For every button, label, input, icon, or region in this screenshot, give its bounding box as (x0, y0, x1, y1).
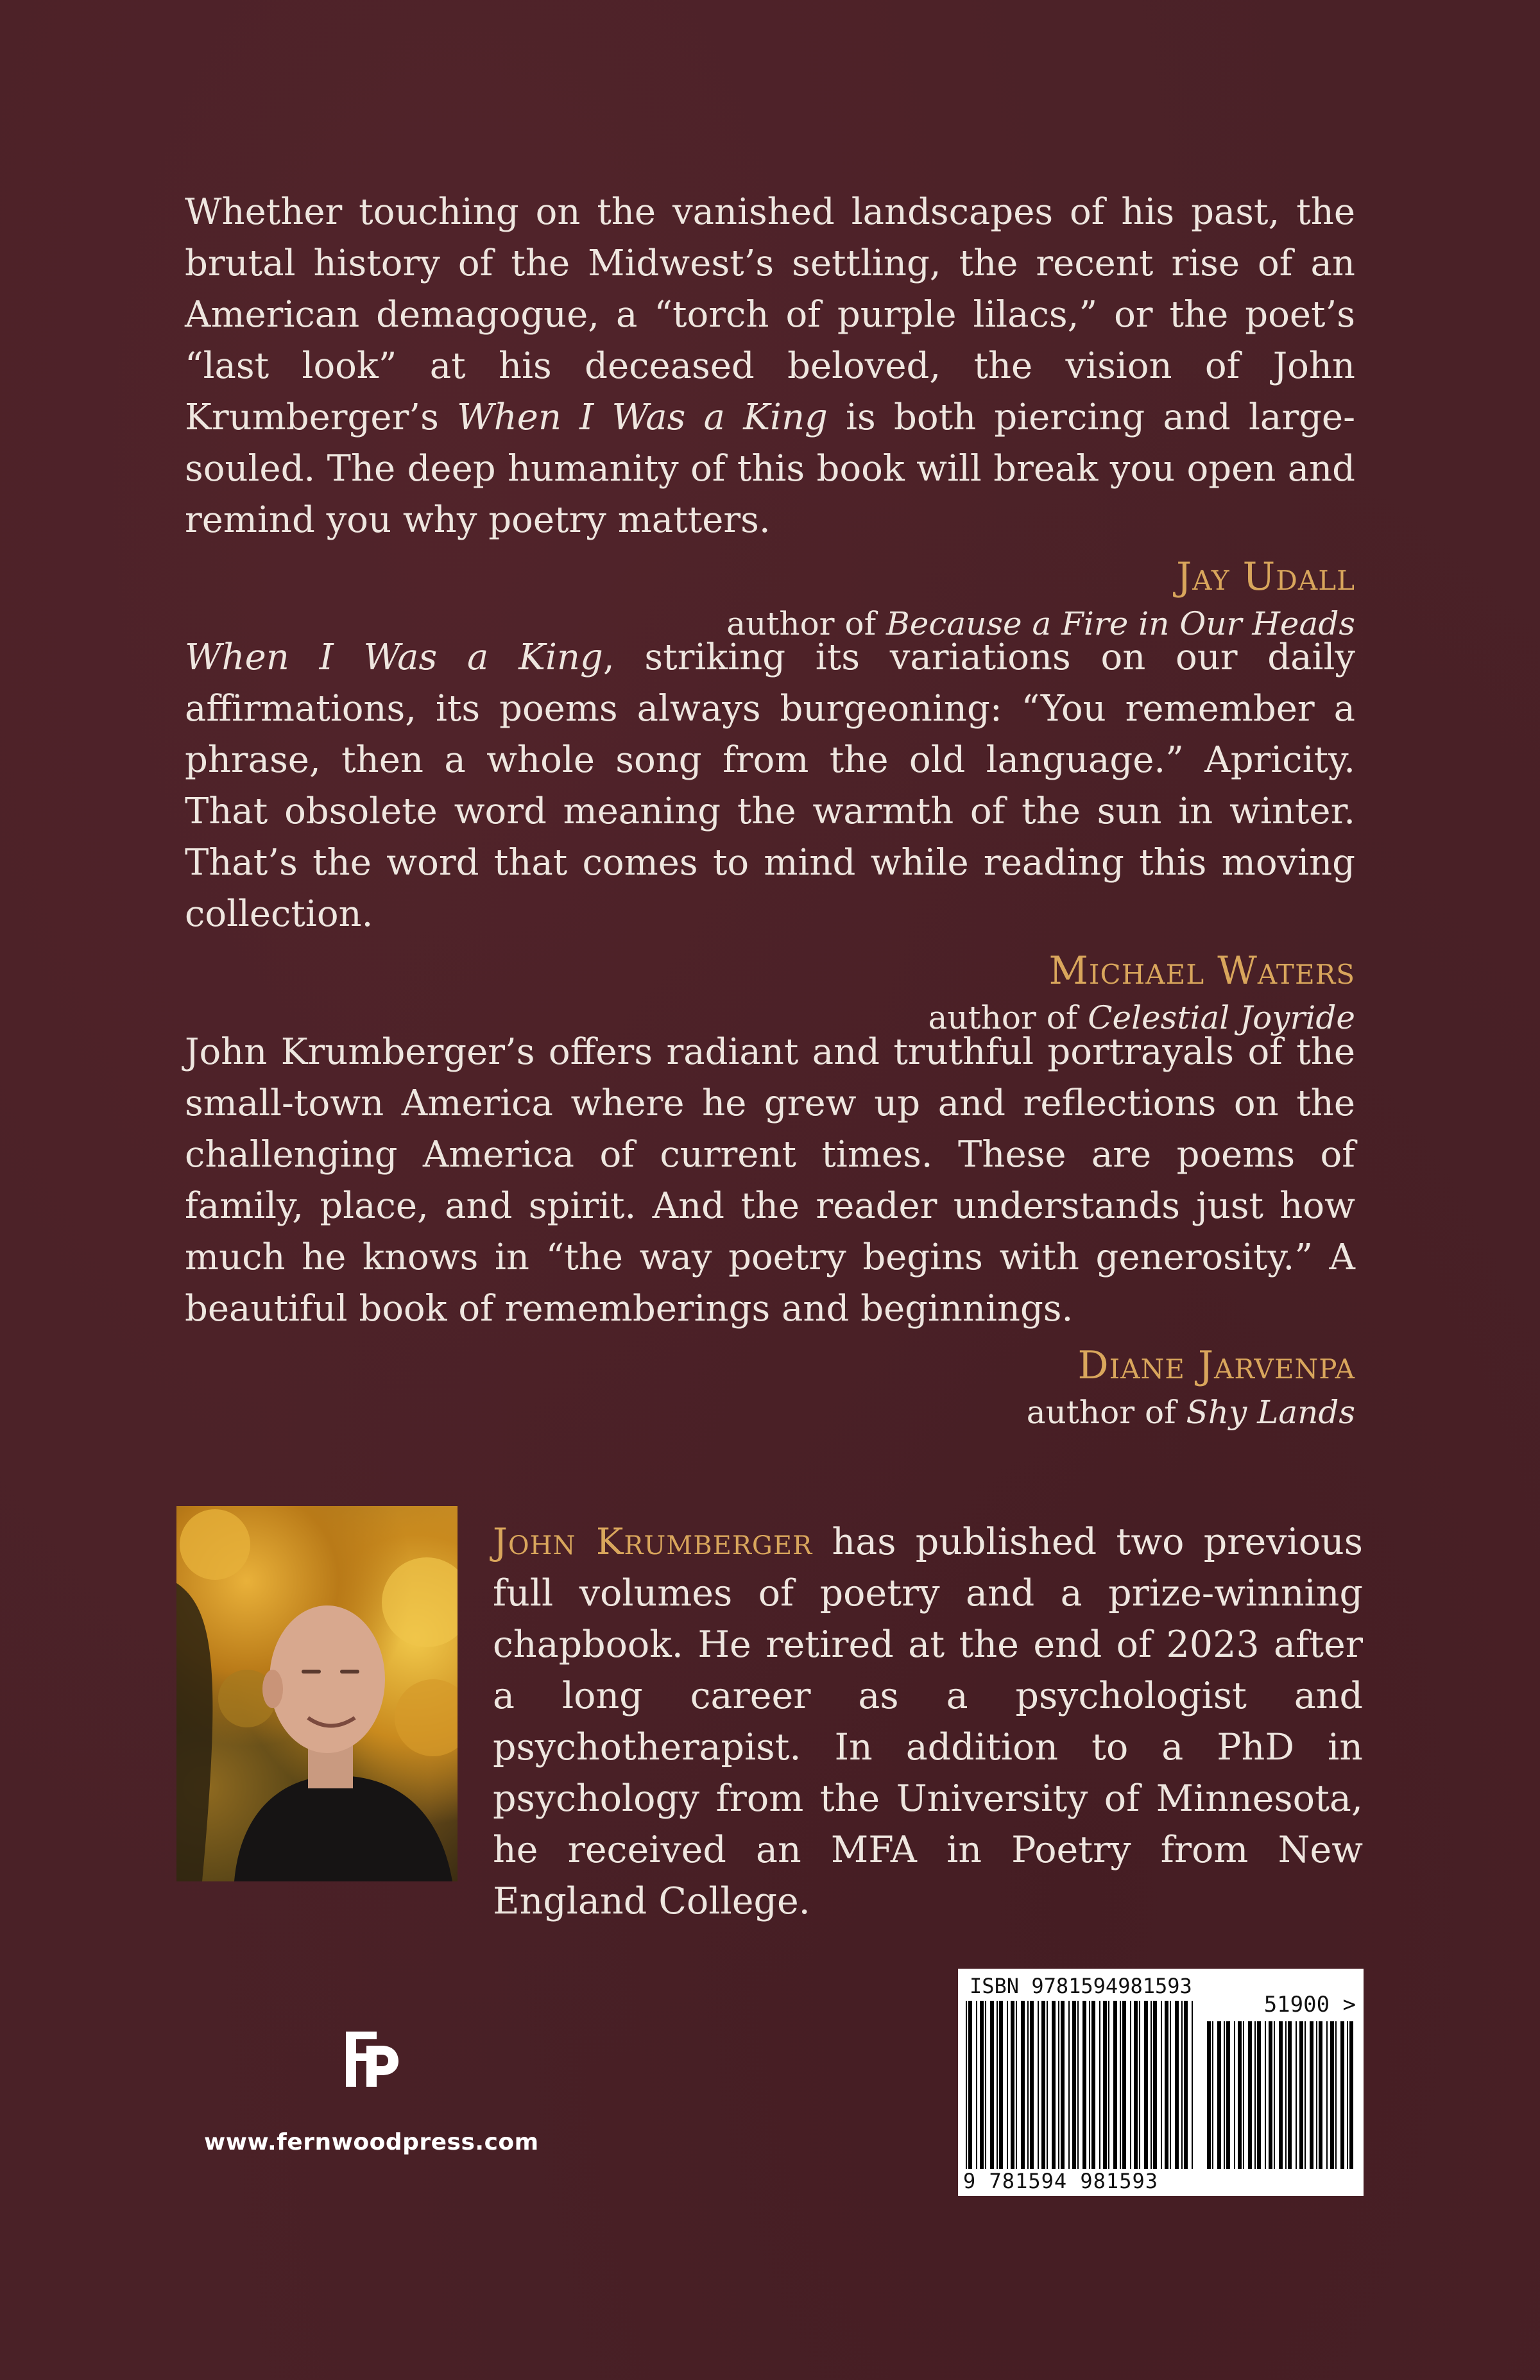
barcode-bar (1349, 2021, 1353, 2169)
barcode-bar (1120, 2001, 1121, 2169)
author-photo-image (176, 1506, 458, 1881)
barcode-bar (1041, 2001, 1045, 2169)
barcode-bar (1170, 2001, 1171, 2169)
barcode-bar (1091, 2001, 1095, 2169)
blurb-1-text: Whether touching on the vanished landscapes of his past, the brutal history of the Midwest’s settling, the recent rise of an American demagogue, a “torch of purple lilacs,” or the poet’s “last look” at his deceased beloved, the vision of John Krumberger’s When I Was a King is both piercing and large-souled. The deep humanity of this book will break you open and remind you why poetry matters. (185, 191, 1355, 541)
barcode-bar (1310, 2021, 1313, 2169)
blurb-2-text: When I Was a King, striking its variations on our daily affirmations, its poems always burgeoning: “You remember a phrase, then a whole song from the old language.” Apricity. That obsolete word meaning the warmth of the sun in winter. That’s the word that comes to mind while reading this moving collection. (185, 637, 1356, 935)
blurb-1-author-book: author of Because a Fire in Our Heads (726, 605, 1355, 642)
barcode-bar (990, 2001, 994, 2169)
barcode-bar (1326, 2021, 1328, 2169)
barcode-bar (1234, 2021, 1235, 2169)
barcode-bar (1082, 2001, 1086, 2169)
barcode-bar (1279, 2021, 1283, 2169)
barcode-bar (1335, 2021, 1337, 2169)
barcode-bar (1058, 2001, 1059, 2169)
barcode-bar (1238, 2021, 1242, 2169)
barcode-bars (958, 1969, 1364, 2196)
barcode-bar (1072, 2001, 1076, 2169)
barcode-bar (1139, 2001, 1140, 2169)
barcode-bar (1108, 2001, 1109, 2169)
blurb-2-author-book: author of Celestial Joyride (928, 999, 1355, 1036)
barcode-bar (1130, 2001, 1131, 2169)
blurb-3-text: John Krumberger’s offers radiant and truthful portrayals of the small-town America where he grew up and reflections on the challenging America of current times. These are poems of family, place, and spirit. And the reader understands just how much he knows in “the way poetry begins with generosity.” A beautiful book of rememberings and beginnings. (185, 1031, 1355, 1330)
barcode-bar (1319, 2021, 1322, 2169)
blurb-1 (185, 187, 1355, 646)
barcode-bar (985, 2001, 986, 2169)
barcode-bar (1316, 2021, 1317, 2169)
svg-text:FP: FP (337, 2026, 338, 2027)
barcode-bar (1077, 2001, 1079, 2169)
barcode-bar (1181, 2001, 1183, 2169)
barcode-bar (966, 2001, 967, 2169)
barcode-bar (1224, 2021, 1225, 2169)
barcode-bar (1153, 2001, 1157, 2169)
blurb-3-attribution (185, 1341, 1355, 1435)
blurb-3-author-name: Diane Jarvenpa (1077, 1343, 1355, 1388)
price-code: 51900 > (1263, 1992, 1356, 2017)
barcode-bar (1016, 2001, 1017, 2169)
publisher-logo (337, 2026, 401, 2091)
barcode-bar (1161, 2001, 1162, 2169)
barcode-bar (1207, 2021, 1211, 2169)
barcode-bar (1243, 2021, 1244, 2169)
barcode-bar (1248, 2021, 1252, 2169)
barcode-bar (1226, 2021, 1230, 2169)
barcode-bar (1103, 2001, 1107, 2169)
barcode-bar (1217, 2021, 1221, 2169)
blurb-2-author-name: Michael Waters (1048, 948, 1355, 993)
isbn-digits: 9 781594 981593 (963, 2169, 1158, 2193)
barcode-bar (1151, 2001, 1152, 2169)
barcode-bar (976, 2001, 977, 2169)
barcode-bar (968, 2001, 972, 2169)
barcode-bar (1288, 2021, 1292, 2169)
barcode-bar (1061, 2001, 1065, 2169)
barcode-bar (1254, 2021, 1256, 2169)
blurb-3 (185, 1027, 1355, 1435)
barcode-bar (1265, 2021, 1266, 2169)
barcode-bar (1274, 2021, 1275, 2169)
barcode-bar (1007, 2001, 1008, 2169)
author-bio-text: has published two previous full volumes of poetry and a prize-winning chapbook. He retired at the end of 2023 after a long career as a psychologist and psychotherapist. In addition to a PhD in psychology from the University of Minnesota, he received an MFA in Poetry from New England College. (493, 1521, 1363, 1922)
barcode-bar (1175, 2001, 1179, 2169)
barcode-bar (1184, 2001, 1188, 2169)
barcode-bar (1089, 2001, 1090, 2169)
barcode-bar (1296, 2021, 1297, 2169)
author-bio-name: John Krumberger (493, 1521, 813, 1563)
barcode-bar (1330, 2021, 1334, 2169)
blurb-3-author-book: author of Shy Lands (1026, 1394, 1355, 1431)
barcode-bar (1068, 2001, 1070, 2169)
barcode-bar (1038, 2001, 1039, 2169)
author-photo (176, 1506, 458, 1881)
barcode-bar (1257, 2021, 1261, 2169)
blurb-2 (185, 632, 1355, 1040)
barcode-bar (1030, 2001, 1034, 2169)
barcode-bar (1285, 2021, 1287, 2169)
barcode-bar (1212, 2021, 1213, 2169)
barcode-bar (1340, 2021, 1344, 2169)
author-bio (493, 1516, 1363, 1927)
barcode-bar (1113, 2001, 1117, 2169)
barcode-bar (1099, 2001, 1100, 2169)
barcode-bar (1122, 2001, 1126, 2169)
publisher-website-link[interactable]: www.fernwoodpress.com (204, 2129, 539, 2155)
barcode-bar (1134, 2001, 1138, 2169)
blurb-1-author-name: Jay Udall (1176, 554, 1355, 599)
isbn-barcode (958, 1969, 1364, 2196)
barcode-bar (1011, 2001, 1014, 2169)
barcode-bar (1347, 2021, 1348, 2169)
barcode-bar (997, 2001, 998, 2169)
barcode-bar (999, 2001, 1003, 2169)
barcode-bar (1027, 2001, 1029, 2169)
barcode-bar (1299, 2021, 1303, 2169)
barcode-bar (1192, 2001, 1193, 2169)
barcode-bar (1269, 2021, 1272, 2169)
barcode-bar (1165, 2001, 1168, 2169)
barcode-bar (1305, 2021, 1306, 2169)
barcode-bar (980, 2001, 984, 2169)
barcode-bar (1144, 2001, 1148, 2169)
barcode-bar (1047, 2001, 1048, 2169)
barcode-bar (1021, 2001, 1025, 2169)
barcode-bar (1052, 2001, 1056, 2169)
isbn-label: ISBN 9781594981593 (970, 1974, 1192, 1998)
fernwood-press-logo-icon (337, 2026, 401, 2091)
